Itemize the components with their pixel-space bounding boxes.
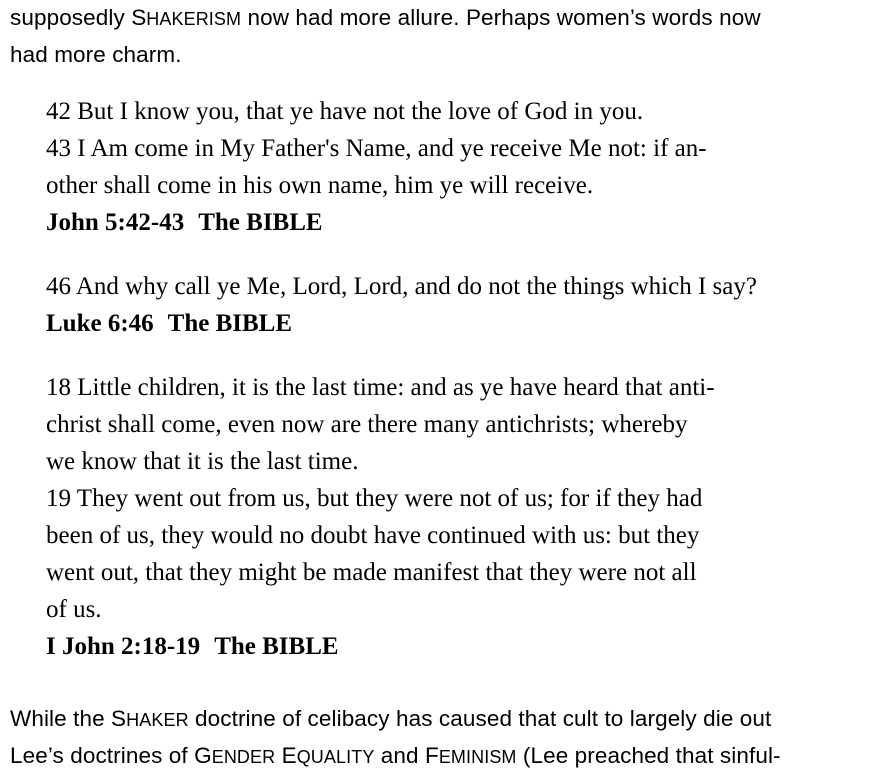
outro-line-1: While the SHAKER doctrine of celibacy has caused that cult to largely die out (10, 706, 772, 731)
scripture-reference: John 5:42-43 The BIBLE (46, 209, 323, 236)
verse-line: christ shall come, even now are there many antichrists; whereby (46, 411, 688, 438)
verse-line: 18 Little children, it is the last time: and as ye have heard that anti- (46, 374, 715, 401)
small-caps-term: SHAKER (111, 706, 189, 731)
verse-line: we know that it is the last time. (46, 448, 359, 475)
small-caps-term: GENDER (194, 743, 276, 768)
scripture-quote (46, 93, 866, 241)
outro-line-2: Lee’s doctrines of GENDER EQUALITY and FEMINISM (Lee preached that sinful- (10, 743, 781, 768)
verse-line: 46 And why call ye Me, Lord, Lord, and do not the things which I say? (46, 273, 757, 300)
small-caps-term: SHAKERISM (131, 5, 242, 30)
verse-line: 43 I Am come in My Father's Name, and ye receive Me not: if an- (46, 135, 707, 162)
verse-line: went out, that they might be made manifest that they were not all (46, 559, 697, 586)
verse-line: 42 But I know you, that ye have not the love of God in you. (46, 98, 644, 125)
verse-line: of us. (46, 596, 102, 623)
scripture-quote (46, 268, 866, 342)
verse-line: other shall come in his own name, him ye will receive. (46, 172, 594, 199)
scripture-reference: I John 2:18-19 The BIBLE (46, 633, 339, 660)
intro-line-1 (10, 0, 870, 37)
verse-line: been of us, they would no doubt have continued with us: but they (46, 522, 700, 549)
small-caps-term: EQUALITY (281, 743, 375, 768)
outro-paragraph (10, 701, 879, 775)
small-caps-term: FEMINISM (424, 743, 517, 768)
scripture-quote (46, 369, 866, 665)
scripture-reference: Luke 6:46 The BIBLE (46, 310, 293, 337)
intro-line-2: had more charm. (10, 42, 182, 67)
verse-line: 19 They went out from us, but they were not of us; for if they had (46, 485, 703, 512)
intro-paragraph (10, 0, 870, 73)
intro-text: now had more allure. Perhaps women’s words now (241, 5, 761, 30)
intro-text: supposedly (10, 5, 132, 30)
